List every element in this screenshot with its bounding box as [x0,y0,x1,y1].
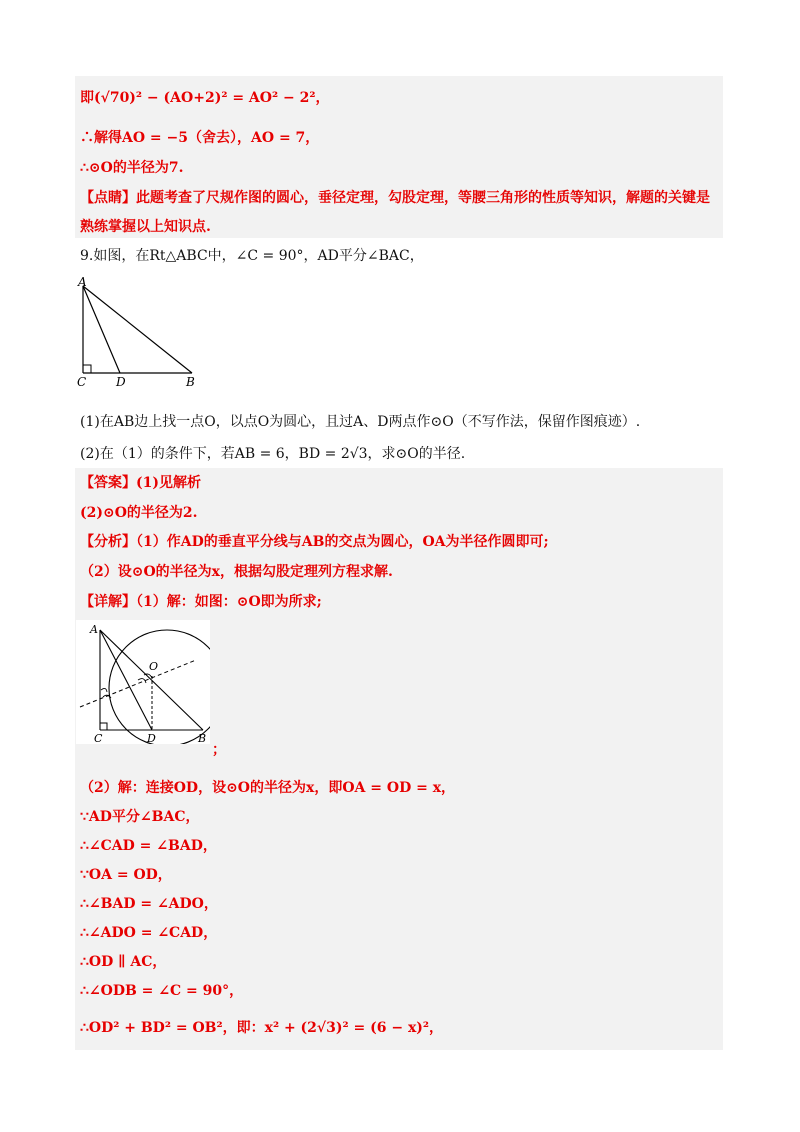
vertex-label-b: B [198,732,207,744]
answer-part-1: 【答案】(1)见解析 [80,475,201,491]
vertex-label-d: D [147,732,156,744]
solution-line-6: ∴∠ADO = ∠CAD， [80,925,218,941]
solution-line-8: ∴∠ODB = ∠C = 90°， [80,983,244,999]
center-label-o: O [149,660,159,673]
vertex-label-c: C [94,732,103,744]
analysis-line-1: 【分析】（1）作AD的垂直平分线与AB的交点为圆心，OA为半径作圆即可; [80,534,549,550]
vertex-label-d: D [116,375,126,388]
question-part-2: (2)在（1）的条件下，若AB = 6，BD = 2√3，求⊙O的半径. [80,446,466,462]
solve-line: ∴解得AO = −5（舍去），AO = 7， [80,130,320,146]
detail-line-1: 【详解】（1）解：如图：⊙O即为所求; [80,594,322,610]
solution-line-1: （2）解：连接OD，设⊙O的半径为x，即OA = OD = x， [80,780,456,796]
comment-line-1: 【点睛】此题考查了尺规作图的圆心，垂径定理，勾股定理，等腰三角形的性质等知识，解题的关键是 [80,190,710,206]
vertex-label-b: B [186,375,195,388]
triangle-figure [74,276,204,388]
comment-line-2: 熟练掌握以上知识点. [80,219,211,235]
analysis-line-2: （2）设⊙O的半径为x，根据勾股定理列方程求解. [80,564,393,580]
construction-figure [76,620,210,744]
solution-line-7: ∴OD ∥ AC， [80,954,167,970]
vertex-label-a: A [90,623,98,636]
radius-conclusion: ∴⊙O的半径为7. [80,160,184,176]
vertex-label-c: C [77,375,87,388]
figure-semicolon: ； [212,742,226,758]
answer-part-2: (2)⊙O的半径为2. [80,505,198,521]
vertex-label-a: A [78,276,87,289]
question-part-1: (1)在AB边上找一点O，以点O为圆心，且过A、D两点作⊙O（不写作法，保留作图痕迹）. [80,414,641,430]
solution-line-3: ∴∠CAD = ∠BAD， [80,838,217,854]
question-stem: 9.如图，在Rt△ABC中，∠C = 90°，AD平分∠BAC， [80,248,424,264]
solution-line-4: ∵OA = OD， [80,867,172,883]
solution-line-9: ∴OD² + BD² = OB²，即：x² + (2√3)² = (6 − x)²， [80,1020,444,1036]
solution-line-2: ∵AD平分∠BAC， [80,809,200,825]
solution-line-5: ∴∠BAD = ∠ADO， [80,896,218,912]
solution-block-main [75,468,723,1050]
equation-line: 即(√70)² − (AO+2)² = AO² − 2²， [80,90,330,106]
